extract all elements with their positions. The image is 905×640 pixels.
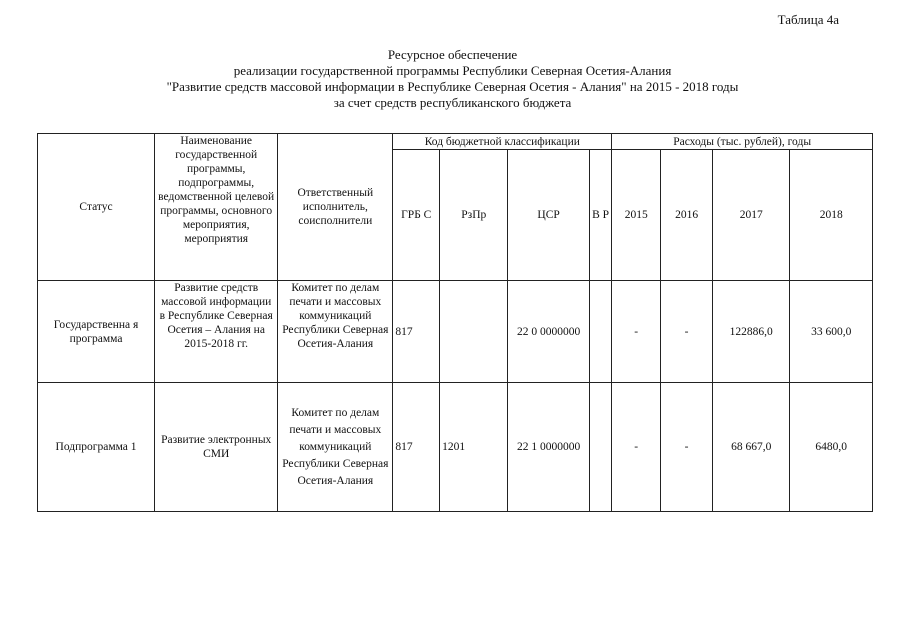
cell-vr (589, 281, 611, 383)
cell-grbs: 817 (393, 383, 440, 512)
title-line-1: Ресурсное обеспечение (387, 47, 518, 62)
header-budget-code-group: Код бюджетной классификации (393, 134, 612, 150)
header-row-1 (38, 134, 873, 150)
cell-name: Развитие средств массовой информации в Республике Северная Осетия – Алания на 2015-2018 гг. (155, 281, 278, 383)
header-grbs: ГРБ С (393, 150, 440, 281)
cell-2018: 6480,0 (790, 383, 873, 512)
table-row (38, 281, 873, 383)
header-vr: В Р (589, 150, 611, 281)
title-line-3: "Развитие средств массовой информации в Республике Северная Осетия - Алания" на 2015 - 2018 годы (166, 79, 739, 94)
header-year-2017: 2017 (713, 150, 790, 281)
header-executor: Ответственный исполнитель, соисполнители (278, 134, 393, 281)
cell-2017: 122886,0 (713, 281, 790, 383)
header-year-2016: 2016 (661, 150, 713, 281)
cell-executor: Комитет по делам печати и массовых коммуникаций Республики Северная Осетия-Алания (278, 383, 393, 512)
header-name: Наименование государственной программы, подпрограммы, ведомственной целевой программы, основного мероприятия, мероприятия (155, 134, 278, 281)
cell-status: Подпрограмма 1 (38, 383, 155, 512)
resource-table (37, 133, 873, 512)
cell-vr (589, 383, 611, 512)
cell-2017: 68 667,0 (713, 383, 790, 512)
cell-csr: 22 0 0000000 (508, 281, 589, 383)
cell-csr: 22 1 0000000 (508, 383, 589, 512)
cell-grbs: 817 (393, 281, 440, 383)
title-line-4: за счет средств республиканского бюджета (333, 95, 572, 110)
cell-2016: - (661, 281, 713, 383)
header-year-2018: 2018 (790, 150, 873, 281)
cell-status: Государственна я программа (38, 281, 155, 383)
header-expenses-group: Расходы (тыс. рублей), годы (612, 134, 873, 150)
cell-2015: - (612, 383, 661, 512)
header-year-2015: 2015 (612, 150, 661, 281)
header-rzpr: РзПр (440, 150, 508, 281)
table-number-label: Таблица 4а (777, 12, 839, 27)
cell-2018: 33 600,0 (790, 281, 873, 383)
cell-name: Развитие электронных СМИ (155, 383, 278, 512)
cell-2016: - (661, 383, 713, 512)
cell-rzpr (440, 281, 508, 383)
title-line-2: реализации государственной программы Республики Северная Осетия-Алания (233, 63, 672, 78)
header-csr: ЦСР (508, 150, 589, 281)
document-title (0, 47, 905, 111)
cell-rzpr: 1201 (440, 383, 508, 512)
header-status: Статус (38, 134, 155, 281)
cell-executor: Комитет по делам печати и массовых коммуникаций Республики Северная Осетия-Алания (278, 281, 393, 383)
cell-2015: - (612, 281, 661, 383)
table-row (38, 383, 873, 512)
